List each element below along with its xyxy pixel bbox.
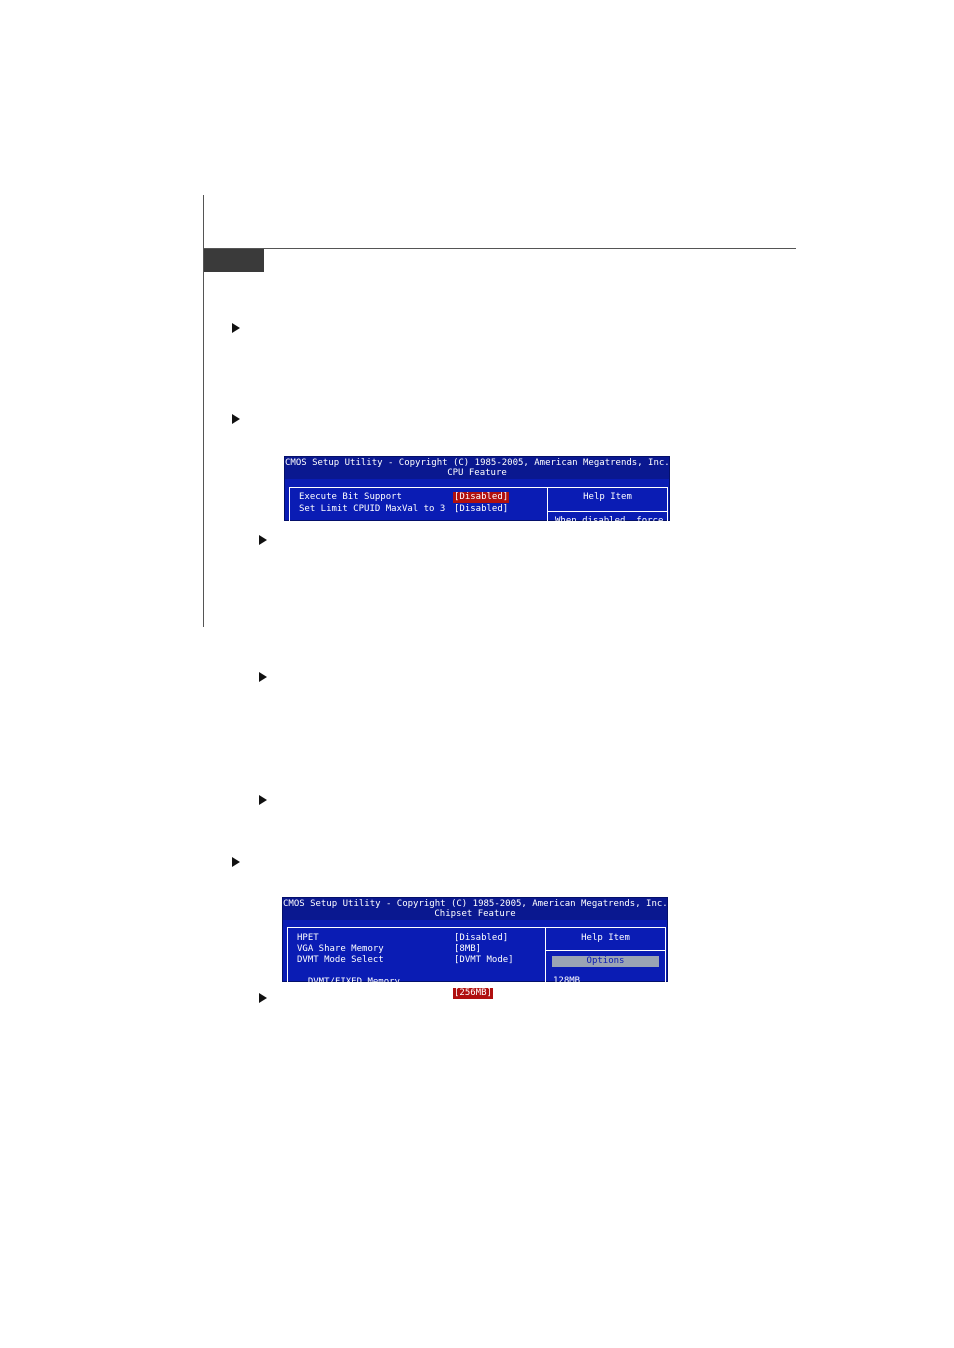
bios-cpu-feature-screen (284, 456, 670, 526)
header-rule (204, 248, 796, 249)
bios-title: CMOS Setup Utility - Copyright (C) 1985-2005, American Megatrends, Inc. (285, 458, 670, 468)
bios-title: CMOS Setup Utility - Copyright (C) 1985-2005, American Megatrends, Inc. (283, 899, 668, 909)
bullet-arrow-icon (232, 857, 240, 867)
bullet-arrow-icon (232, 323, 240, 333)
bios-page-title: CPU Feature (447, 468, 507, 478)
bios-page-title: Chipset Feature (434, 909, 516, 919)
setting-value[interactable]: [Disabled] (454, 933, 509, 943)
setting-label: Execute Bit Support (299, 492, 402, 502)
bios-setting-row[interactable] (297, 966, 542, 998)
setting-value[interactable]: [DVMT Mode] (454, 955, 514, 965)
bullet-arrow-icon (259, 993, 267, 1003)
help-item-title: Help Item (583, 492, 632, 502)
help-text: When disabled, force (555, 516, 664, 526)
help-divider (548, 511, 667, 512)
bios-header (285, 457, 669, 479)
bios-setting-row[interactable] (297, 955, 542, 966)
help-divider (546, 950, 665, 951)
bullet-arrow-icon (259, 672, 267, 682)
setting-value[interactable]: [Disabled] (454, 492, 509, 502)
bios-settings-panel (287, 927, 546, 998)
setting-value[interactable]: [8MB] (454, 944, 482, 954)
bios-help-panel (545, 927, 666, 987)
bullet-arrow-icon (232, 414, 240, 424)
setting-value[interactable]: [256MB] (454, 988, 492, 998)
bios-setting-row[interactable] (297, 933, 542, 944)
bios-chipset-feature-screen (282, 897, 668, 998)
page-tab-marker (204, 249, 264, 272)
bios-setting-row[interactable] (297, 944, 542, 955)
setting-label: Set Limit CPUID MaxVal to 3 (299, 504, 446, 514)
bios-setting-row[interactable] (299, 504, 544, 515)
setting-label: VGA Share Memory (297, 944, 384, 954)
options-bar: Options (552, 956, 659, 967)
setting-label: DVMT Mode Select (297, 955, 384, 965)
help-text: 128MB (553, 976, 581, 986)
bios-setting-row[interactable] (299, 492, 544, 503)
help-item-title: Help Item (581, 933, 630, 943)
bios-help-panel (547, 487, 668, 527)
bios-header (283, 898, 667, 920)
bullet-arrow-icon (259, 795, 267, 805)
bios-settings-panel (289, 487, 548, 527)
setting-label: DVMT/FIXED Memory (297, 977, 400, 987)
setting-value[interactable]: [Disabled] (454, 504, 509, 514)
setting-label: HPET (297, 933, 319, 943)
bullet-arrow-icon (259, 535, 267, 545)
